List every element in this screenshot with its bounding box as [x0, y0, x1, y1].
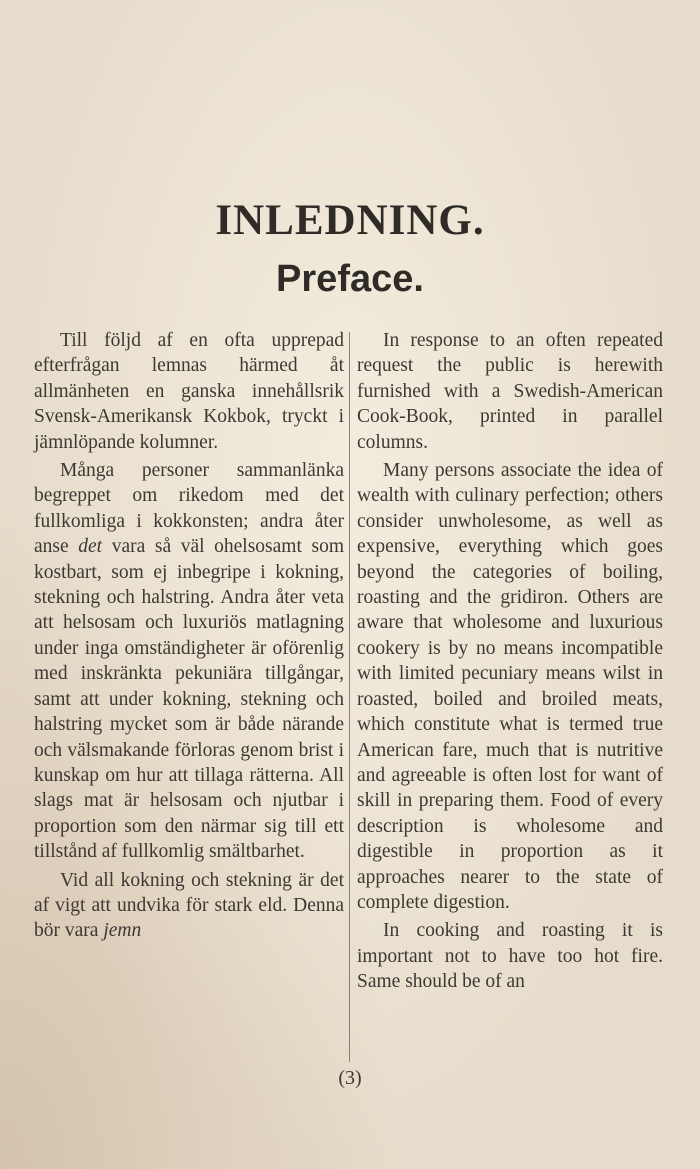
page-subtitle: Preface. [276, 258, 424, 300]
swedish-paragraph-2 [34, 458, 344, 865]
swedish-paragraph-2-emphasis: det [78, 536, 103, 558]
english-paragraph-3: In cooking and roasting it is important not to have too hot fire. Same should be of an [357, 920, 663, 993]
english-paragraph-2: Many persons associate the idea of wealth with culinary perfection; others consider unwholesome, as well as expensive, everything which goes beyond the categories of boiling, roasting and the gridiron. Others are aware that wholesome and luxurious cookery is by no means incompatible with limited pecuniary means wilst in roasted, boiled and broiled meats, which constitute what is termed true American fare, much that is nutritive and agreeable is often lost for want of skill in preparing them. Food of every description is wholesome and digestible in proportion as it approaches nearer to the state of complete digestion. [357, 460, 663, 913]
swedish-paragraph-1: Till följd af en ofta upprepad efterfrågan lemnas härmed åt allmänheten en ganska innehållsrik Svensk-Amerikansk Kokbok, tryckt i jämnlöpande kolumner. [34, 330, 344, 453]
swedish-paragraph-2-text: Många personer sammanlänka begreppet om rikedom med det fullkomliga i kokkonsten; andra åter anse [34, 460, 344, 558]
swedish-paragraph-3-text: Vid all kokning och stekning är det af vigt att undvika för stark eld. Denna bör vara [34, 869, 344, 942]
english-column [357, 328, 663, 995]
page-title: INLEDNING. [215, 197, 485, 244]
page-number: (3) [338, 1067, 362, 1089]
english-paragraph-1: In response to an often repeated request the public is herewith furnished with a Swedish-American Cook-Book, printed in parallel columns. [357, 330, 663, 453]
column-divider [349, 332, 350, 1062]
swedish-paragraph-3 [34, 868, 344, 944]
swedish-column [34, 328, 344, 944]
swedish-paragraph-2-rest: vara så väl ohelsosamt som kostbart, som ej inbegripe i kokning, stekning och halstring. Andra åter veta att helsosam och luxuriös matlagning under inga omständigheter är oförenlig med inskränkta pekuniära tillgångar, samt att under kokning, stekning och halstring mycket som är både närande och välsmakande förloras genom brist i kunskap om hur att tillaga rätterna. All slags mat är helsosam och njutbar i proportion som den närmar sig till ett tillstånd af fullkomlig smältbarhet. [34, 536, 344, 863]
swedish-paragraph-3-emphasis: jemn [103, 920, 142, 942]
